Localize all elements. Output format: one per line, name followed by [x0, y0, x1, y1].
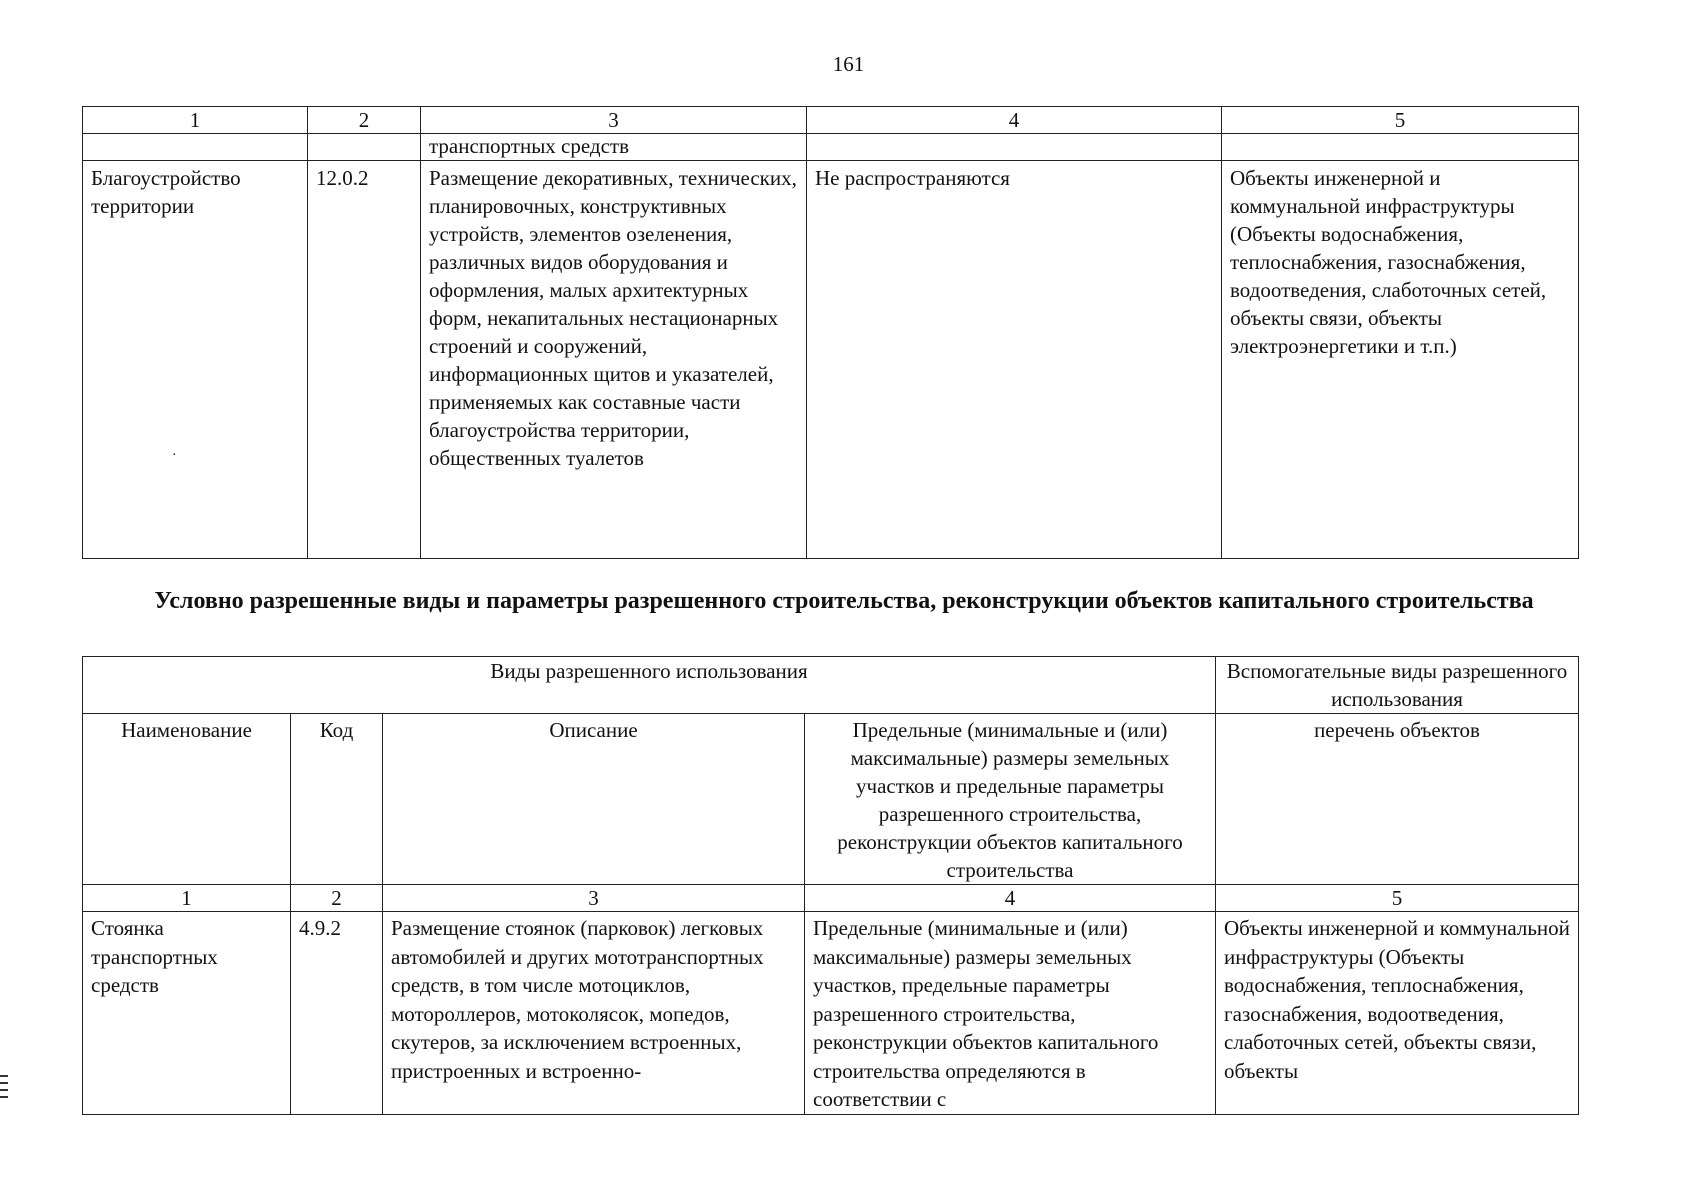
- column-number-cell: 1: [83, 885, 291, 912]
- column-number-row: [83, 885, 1579, 912]
- column-number-cell: 4: [805, 885, 1216, 912]
- table-row: [83, 161, 1579, 559]
- use-code-cell: 12.0.2: [308, 161, 421, 559]
- column-number-cell: 2: [291, 885, 383, 912]
- page-number: 161: [832, 52, 865, 76]
- column-number-cell: 3: [383, 885, 805, 912]
- permitted-uses-table-continued: [82, 106, 1579, 559]
- use-code-cell: 4.9.2: [291, 912, 383, 1115]
- group-header-row: [83, 657, 1579, 714]
- binding-marks: [0, 1075, 8, 1103]
- column-number-cell: 5: [1216, 885, 1579, 912]
- auxiliary-uses-cell: Объекты инженерной и коммунальной инфраструктуры (Объекты водоснабжения, теплоснабжения, газоснабжения, водоотведения, слаботочных сетей, объекты связи, объекты электроэнергетики и т.п.): [1222, 161, 1579, 559]
- use-limits-cell: Предельные (минимальные и (или) максимальные) размеры земельных участков, предельные параметры разрешенного строительства, реконструкции объектов капитального строительства определяются в соответствии с: [805, 912, 1216, 1115]
- column-number-cell: 4: [807, 107, 1222, 134]
- use-description-cell: Размещение декоративных, технических, планировочных, конструктивных устройств, элементов озеленения, различных видов оборудования и оформления, малых архитектурных форм, некапитальных нестационарных строений и сооружений, информационных щитов и указателей, применяемых как составные части благоустройства территории, общественных туалетов: [421, 161, 807, 559]
- table-cell-empty: [1222, 134, 1579, 161]
- column-number-cell: 5: [1222, 107, 1579, 134]
- table-cell-empty: [807, 134, 1222, 161]
- group-header-right: Вспомогательные виды разрешенного использования: [1216, 657, 1579, 714]
- table-cell-empty: [308, 134, 421, 161]
- table-cell-empty: [83, 134, 308, 161]
- stray-mark: ·: [172, 448, 177, 463]
- column-number-cell: 3: [421, 107, 807, 134]
- column-header-name: Наименование: [83, 714, 291, 885]
- continuation-description-cell: транспортных средств: [421, 134, 807, 161]
- auxiliary-uses-cell: Объекты инженерной и коммунальной инфраструктуры (Объекты водоснабжения, теплоснабжения, газоснабжения, водоотведения, слаботочных сетей, объекты связи, объекты: [1216, 912, 1579, 1115]
- conditional-uses-table: [82, 656, 1579, 1115]
- use-description-cell: Размещение стоянок (парковок) легковых автомобилей и других мототранспортных средств, в том числе мотоциклов, мотороллеров, мотоколясок, мопедов, скутеров, за исключением встроенных, пристроенных и встроенно-: [383, 912, 805, 1115]
- column-header-objects: перечень объектов: [1216, 714, 1579, 885]
- column-header-row: [83, 714, 1579, 885]
- section-title: Условно разрешенные виды и параметры разрешенного строительства, реконструкции объектов капитального строительства: [154, 588, 1534, 614]
- use-name-cell: Благоустройство территории: [83, 161, 308, 559]
- column-header-description: Описание: [383, 714, 805, 885]
- use-limits-cell: Не распространяются: [807, 161, 1222, 559]
- table-row: [83, 912, 1579, 1115]
- continuation-row: [83, 134, 1579, 161]
- group-header-left: Виды разрешенного использования: [83, 657, 1216, 714]
- column-number-cell: 2: [308, 107, 421, 134]
- column-number-row: [83, 107, 1579, 134]
- column-number-cell: 1: [83, 107, 308, 134]
- use-name-cell: Стоянка транспортных средств: [83, 912, 291, 1115]
- column-header-code: Код: [291, 714, 383, 885]
- column-header-limits: Предельные (минимальные и (или) максимальные) размеры земельных участков и предельные параметры разрешенного строительства, реконструкции объектов капитального строительства: [805, 714, 1216, 885]
